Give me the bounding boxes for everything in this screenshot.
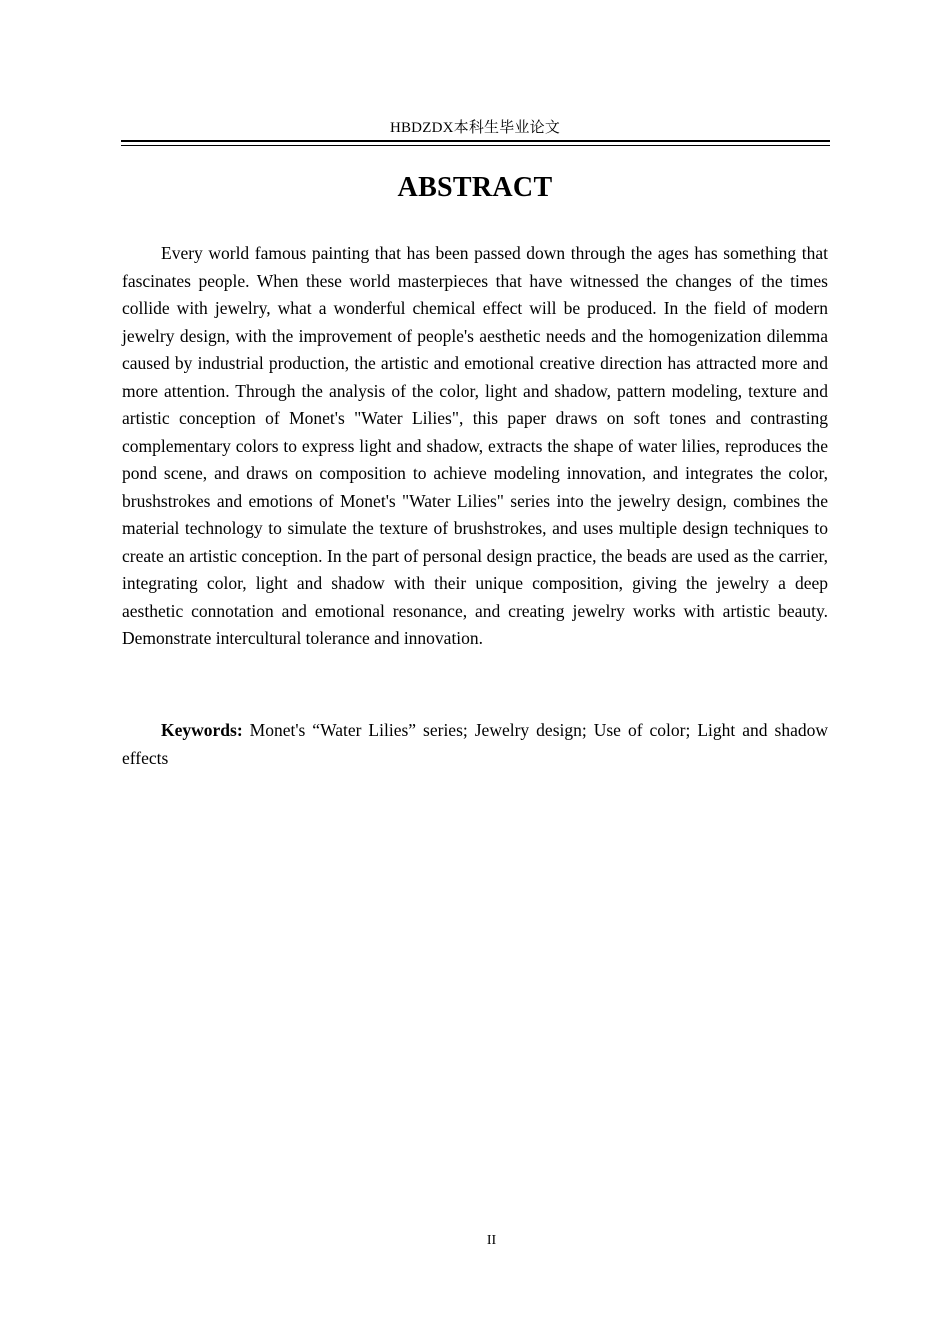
abstract-paragraph: Every world famous painting that has been passed down through the ages has something that fascinates people. When these world masterpieces that have witnessed the changes of the times collide with jewelry, what a wonderful chemical effect will be produced. In the field of modern jewelry design, with the improvement of people's aesthetic needs and the homogenization dilemma caused by industrial production, the artistic and emotional creative direction has attracted more and more attention. Through the analysis of the color, light and shadow, pattern modeling, texture and artistic conception of Monet's "Water Lilies", this paper draws on soft tones and contrasting complementary colors to express light and shadow, extracts the shape of water lilies, reproduces the pond scene, and draws on composition to achieve modeling innovation, and integrates the color, brushstrokes and emotions of Monet's "Water Lilies" series into the jewelry design, combines the material technology to simulate the texture of brushstrokes, and uses multiple design techniques to create an artistic conception. In the part of personal design practice, the beads are used as the carrier, integrating color, light and shadow with their unique composition, giving the jewelry a deep aesthetic connotation and emotional resonance, and creating jewelry works with artistic beauty. Demonstrate intercultural tolerance and innovation. — [122, 243, 828, 648]
header-double-rule — [121, 140, 830, 146]
keywords-label: Keywords: — [161, 720, 243, 740]
abstract-title: ABSTRACT — [397, 172, 553, 203]
page-number: II — [486, 1233, 497, 1248]
keywords-paragraph — [122, 717, 828, 772]
running-header: HBDZDX本科生毕业论文 — [389, 120, 561, 136]
keywords-list: Monet's “Water Lilies” series; Jewelry design; Use of color; Light and shadow effects — [122, 720, 828, 768]
